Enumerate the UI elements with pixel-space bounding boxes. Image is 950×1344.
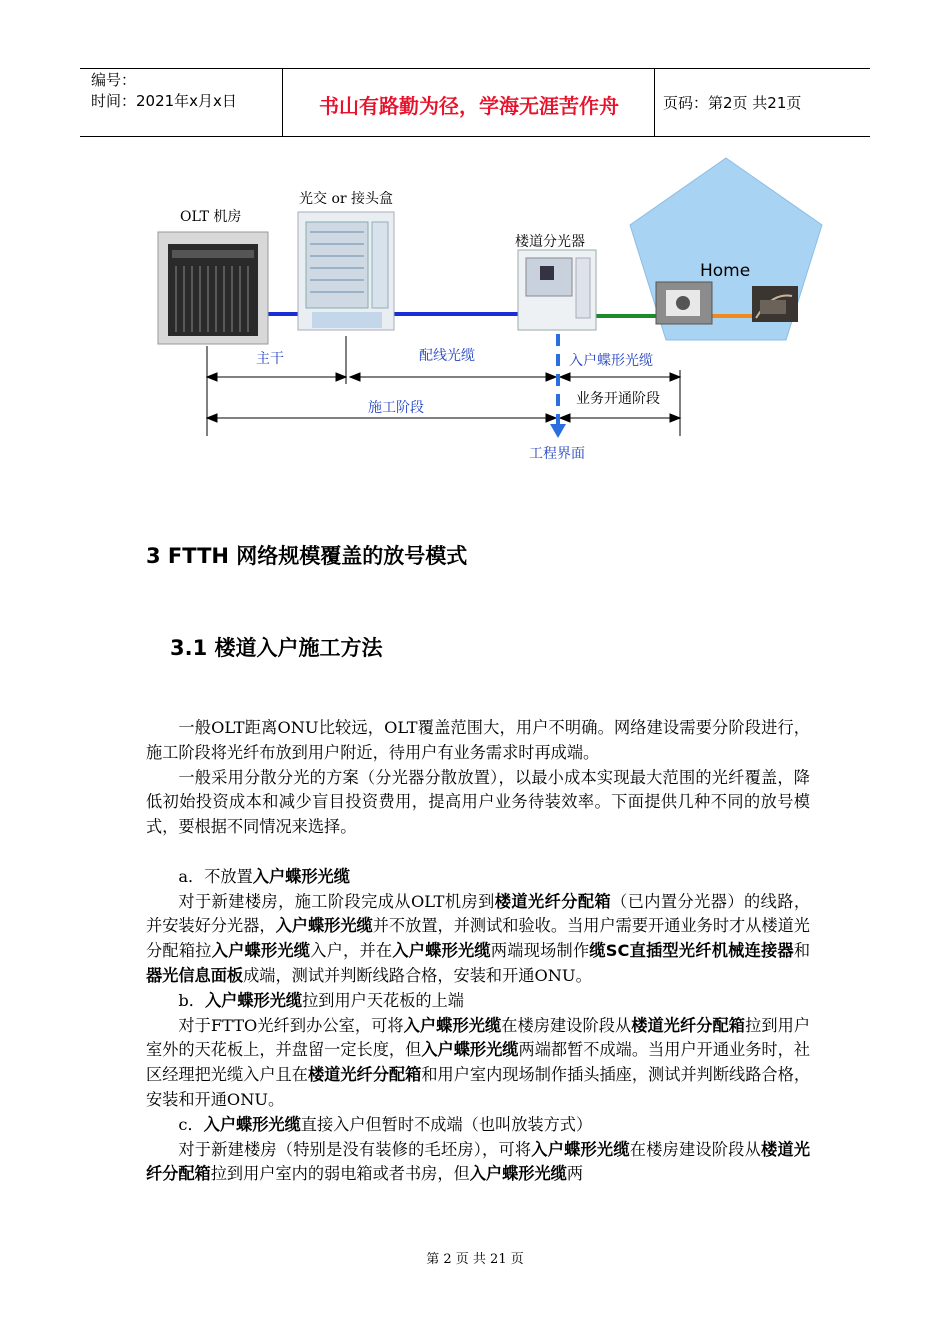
- item-c-paragraph: 对于新建楼房（特别是没有装修的毛坯房），可将入户蝶形光缆在楼房建设阶段从楼道光纤分配箱拉到用户室内的弱电箱或者书房，但入户蝶形光缆两: [146, 1139, 811, 1184]
- body-text: [146, 716, 810, 1187]
- onu-device-icon: [752, 286, 798, 322]
- trunk-label: 主干: [256, 351, 284, 367]
- cross-connect-box-icon: [298, 212, 394, 330]
- item-a-heading: a．不放置入户蝶形光缆: [178, 866, 350, 886]
- engineering-interface-label: 工程界面: [529, 446, 585, 462]
- document-number-label: 编号：: [91, 71, 137, 89]
- paragraph-2: 一般采用分散分光的方案（分光器分散放置），以最小成本实现最大范围的光纤覆盖，降低初始投资成本和减少盲目投资费用，提高用户业务待装效率。下面提供几种不同的放号模式，要根据不同情况来选择。: [146, 767, 810, 837]
- paragraph-1: 一般OLT距离ONU比较远，OLT覆盖范围大，用户不明确。网络建设需要分阶段进行，施工阶段将光纤布放到用户附近，待用户有业务需求时再成端。: [146, 718, 810, 762]
- cross-box-label: 光交 or 接头盒: [299, 191, 394, 207]
- document-time-label: 时间：2021年x月x日: [91, 92, 237, 110]
- item-a-paragraph: 对于新建楼房，施工阶段完成从OLT机房到楼道光纤分配箱（已内置分光器）的线路，并安装好分光器，入户蝶形光缆并不放置，并测试和验收。当用户需要开通业务时才从楼道光分配箱拉入户蝶形光缆入户，并在入户蝶形光缆两端现场制作缆SC直插型光纤机械连接器和器光信息面板成端，测试并判断线路合格，安装和开通ONU。: [146, 891, 811, 985]
- service-phase-label: 业务开通阶段: [576, 391, 660, 407]
- item-b-heading: b．入户蝶形光缆拉到用户天花板的上端: [178, 990, 464, 1010]
- item-c-heading: c．入户蝶形光缆直接入户但暂时不成端（也叫放装方式）: [178, 1114, 593, 1134]
- construction-phase-label: 施工阶段: [368, 400, 424, 416]
- splitter-label: 楼道分光器: [515, 234, 585, 250]
- distribution-label: 配线光缆: [419, 348, 475, 364]
- section-3-heading: 3 FTTH 网络规模覆盖的放号模式: [146, 544, 468, 568]
- item-b-paragraph: 对于FTTO光纤到办公室，可将入户蝶形光缆在楼房建设阶段从楼道光纤分配箱拉到用户室外的天花板上，并盘留一定长度，但入户蝶形光缆两端都暂不成端。当用户开通业务时，社区经理把光缆入户且在楼道光纤分配箱和用户室内现场制作插头插座，测试并判断线路合格，安装和开通ONU。: [146, 1015, 811, 1109]
- header-motto: 书山有路勤为径，学海无涯苦作舟: [319, 94, 619, 118]
- engineering-interface-arrow-icon: [550, 424, 566, 438]
- home-terminal-icon: [656, 282, 712, 324]
- section-3-1-heading: 3.1 楼道入户施工方法: [170, 636, 383, 660]
- header-page-info: 页码：第2页 共21页: [663, 94, 802, 112]
- page-footer: 第 2 页 共 21 页: [426, 1252, 524, 1267]
- olt-room-label: OLT 机房: [180, 209, 242, 225]
- home-label: Home: [700, 261, 751, 281]
- drop-cable-label: 入户蝶形光缆: [569, 353, 653, 369]
- olt-cabinet-icon: [158, 232, 268, 344]
- building-splitter-icon: [518, 250, 596, 330]
- ftth-diagram: [0, 0, 950, 500]
